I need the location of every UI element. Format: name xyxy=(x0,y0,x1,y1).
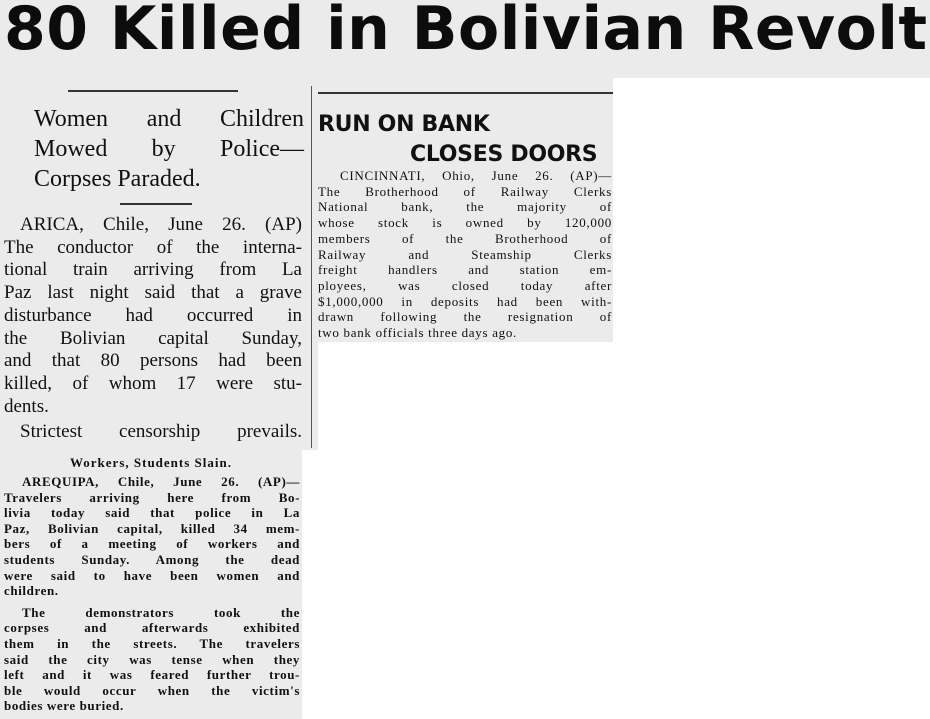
story-line: said the city was tense when they xyxy=(4,651,300,667)
story-line: the Bolivian capital Sunday, xyxy=(4,327,302,349)
story-line: $1,000,000 in deposits had been with- xyxy=(318,293,612,309)
deck-rule xyxy=(120,203,192,205)
story-line: The demonstrators took the xyxy=(22,604,300,620)
dateline: CINCINNATI, Ohio, June 26. (AP)— xyxy=(340,168,612,183)
story-line: bers of a meeting of workers and xyxy=(4,536,300,552)
story-line: dents. xyxy=(4,395,49,417)
story-line: tional train arriving from La xyxy=(4,259,302,281)
main-headline: 80 Killed in Bolivian Revolt xyxy=(4,0,928,64)
bank-headline-line: RUN ON BANK xyxy=(318,112,490,137)
dateline: AREQUIPA, Chile, June 26. (AP)— xyxy=(22,474,300,489)
column-divider xyxy=(311,86,312,448)
story-line: Railway and Steamship Clerks xyxy=(318,246,612,262)
story-line: killed, of whom 17 were stu- xyxy=(4,372,302,394)
story-line: freight handlers and station em- xyxy=(318,262,612,278)
story-line: ble would occur when the victim's xyxy=(4,682,300,698)
story-line: disturbance had occurred in xyxy=(4,304,302,326)
bank-story-headline xyxy=(318,110,597,170)
story-line: them in the streets. The travelers xyxy=(4,635,300,651)
closing-line: Strictest censorship prevails. xyxy=(20,421,302,443)
story-line: Travelers arriving here from Bo- xyxy=(4,489,300,505)
story-line: were said to have been women and xyxy=(4,567,300,583)
story-deck xyxy=(34,104,304,194)
story-line: National bank, the majority of xyxy=(318,199,612,215)
story-line: livia today said that police in La xyxy=(4,505,300,521)
story-line: members of the Brotherhood of xyxy=(318,230,612,246)
story-line: corpses and afterwards exhibited xyxy=(4,620,300,636)
story-line: drawn following the resignation of xyxy=(318,309,612,325)
column-rule-top-left xyxy=(68,90,238,92)
story-line: ployees, was closed today after xyxy=(318,277,612,293)
story-line: left and it was feared further trou- xyxy=(4,667,300,683)
deck-line: Mowed by Police— xyxy=(34,136,304,162)
deck-line: Women and Children xyxy=(34,106,304,132)
story-line: children. xyxy=(4,583,59,599)
bolivia-story-body xyxy=(4,214,302,444)
story-line: The conductor of the interna- xyxy=(4,236,302,258)
story-line: students Sunday. Among the dead xyxy=(4,551,300,567)
arequipa-subhead: Workers, Students Slain. xyxy=(70,455,232,470)
column-rule-top-right xyxy=(318,92,613,94)
story-line: Paz, Bolivian capital, killed 34 mem- xyxy=(4,520,300,536)
story-line: The Brotherhood of Railway Clerks xyxy=(318,183,612,199)
bank-headline-line: CLOSES DOORS xyxy=(410,142,598,167)
story-line: and that 80 persons had been xyxy=(4,350,302,372)
story-line: two bank officials three days ago. xyxy=(318,325,518,341)
bank-story-body xyxy=(318,168,612,341)
dateline: ARICA, Chile, June 26. (AP) xyxy=(20,214,302,235)
deck-line: Corpses Paraded. xyxy=(34,166,201,192)
arequipa-story-body xyxy=(4,474,300,714)
story-line: Paz last night said that a grave xyxy=(4,282,302,304)
story-line: bodies were buried. xyxy=(4,698,124,714)
story-line: whose stock is owned by 120,000 xyxy=(318,215,612,231)
